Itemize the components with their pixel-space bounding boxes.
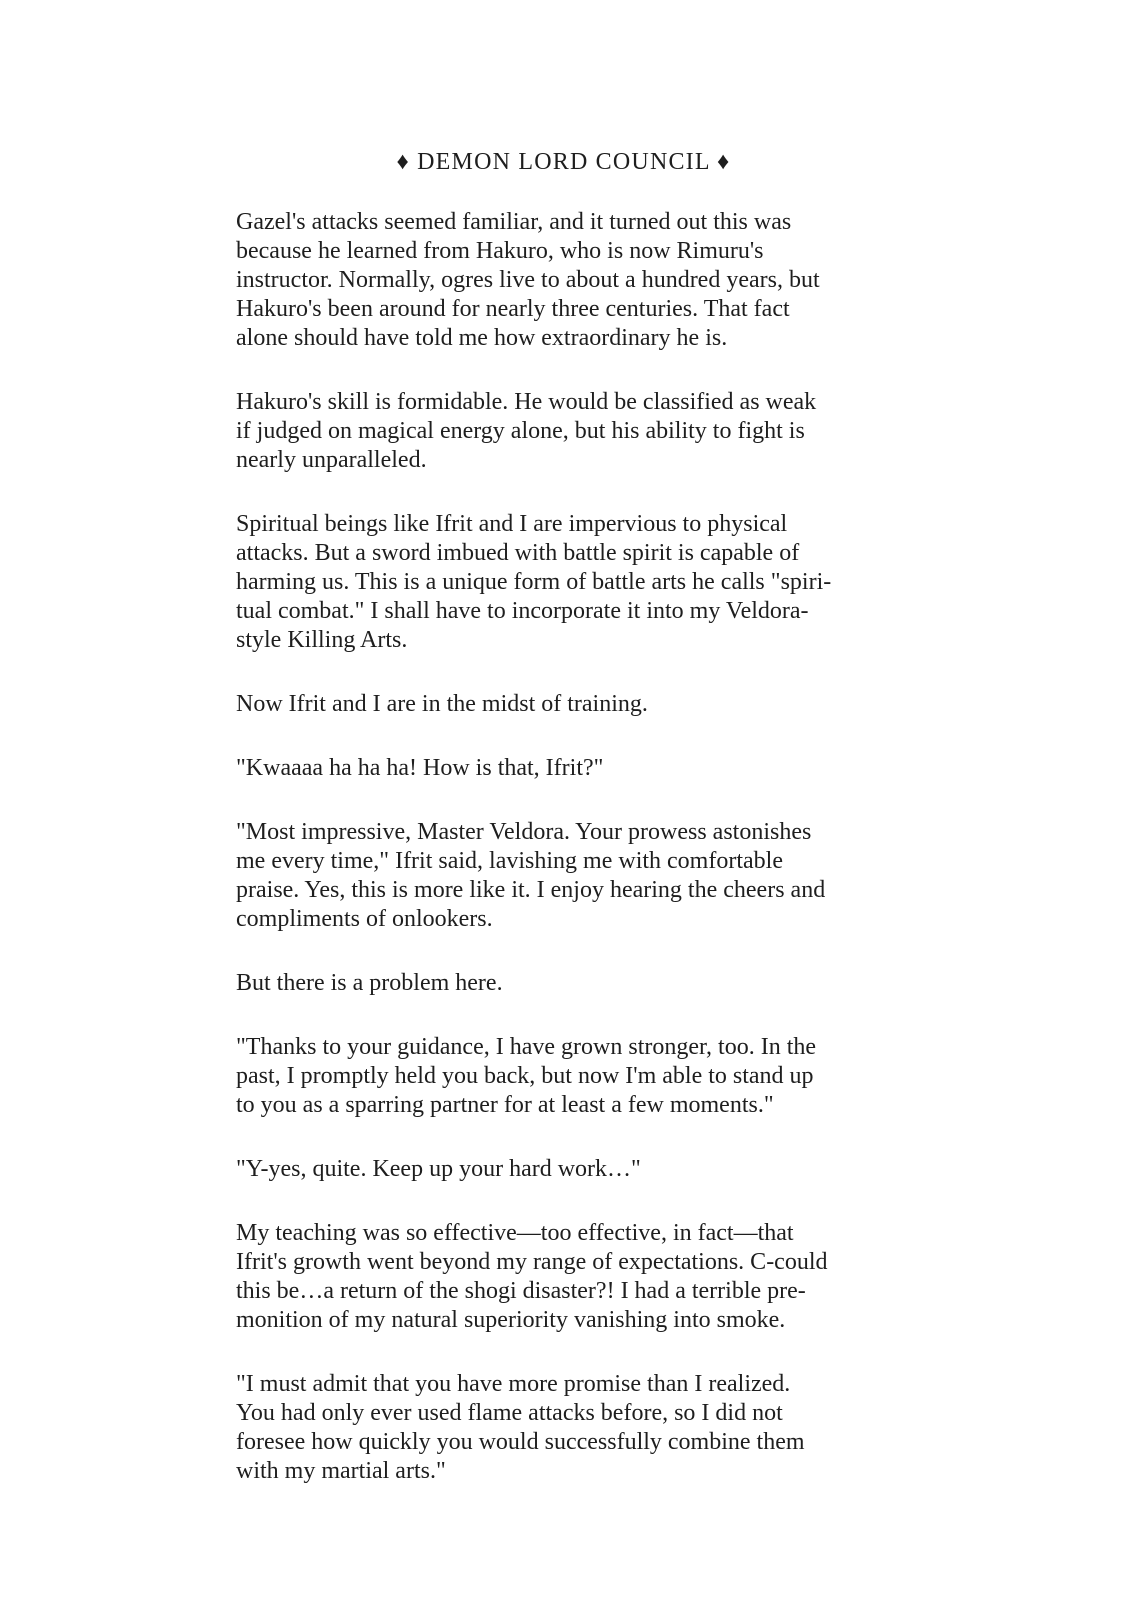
paragraph-line: to you as a sparring partner for at least a few moments." [236,1092,774,1118]
paragraph-line: compliments of onlookers. [236,906,493,932]
paragraph-line: with my martial arts." [236,1458,446,1484]
paragraph-line: alone should have told me how extraordinary he is. [236,325,728,351]
paragraph [236,1033,891,1120]
paragraph-line: if judged on magical energy alone, but his ability to fight is [236,418,805,444]
paragraph [236,1155,891,1184]
paragraph-line: Spiritual beings like Ifrit and I are impervious to physical [236,511,788,537]
paragraph-line: Hakuro's skill is formidable. He would be classified as weak [236,389,817,415]
paragraph-line: My teaching was so effective—too effective, in fact—that [236,1220,794,1246]
paragraph-line: "I must admit that you have more promise than I realized. [236,1371,791,1397]
text-column [236,148,891,1486]
paragraph-line: style Killing Arts. [236,627,408,653]
paragraph-line: Gazel's attacks seemed familiar, and it turned out this was [236,209,792,235]
paragraph-line: praise. Yes, this is more like it. I enjoy hearing the cheers and [236,877,826,903]
paragraph-line: instructor. Normally, ogres live to about a hundred years, but [236,267,820,293]
paragraph-line: nearly unparalleled. [236,447,427,473]
paragraph-line: "Thanks to your guidance, I have grown stronger, too. In the [236,1034,817,1060]
paragraph-line: this be…a return of the shogi disaster?! I had a terrible pre- [236,1278,806,1304]
paragraph-line: past, I promptly held you back, but now I'm able to stand up [236,1063,814,1089]
paragraph-line: attacks. But a sword imbued with battle spirit is capable of [236,540,800,566]
paragraph [236,969,891,998]
paragraph [236,208,891,353]
paragraph [236,818,891,934]
paragraph-line: "Kwaaaa ha ha ha! How is that, Ifrit?" [236,755,604,781]
paragraph-line: Hakuro's been around for nearly three centuries. That fact [236,296,790,322]
paragraph [236,388,891,475]
paragraph-line: me every time," Ifrit said, lavishing me with comfortable [236,848,783,874]
paragraph-line: monition of my natural superiority vanishing into smoke. [236,1307,786,1333]
page-title: ♦ DEMON LORD COUNCIL ♦ [396,149,731,175]
paragraph [236,510,891,655]
paragraph-line: "Y-yes, quite. Keep up your hard work…" [236,1156,641,1182]
paragraph-line: You had only ever used flame attacks before, so I did not [236,1400,783,1426]
paragraph [236,690,891,719]
paragraph-line: "Most impressive, Master Veldora. Your prowess astonishes [236,819,812,845]
page-text [236,208,891,1486]
paragraph-line: But there is a problem here. [236,970,503,996]
paragraph [236,754,891,783]
paragraph-line: harming us. This is a unique form of battle arts he calls "spiri- [236,569,832,595]
paragraph-line: Ifrit's growth went beyond my range of expectations. C-could [236,1249,828,1275]
paragraph-line: Now Ifrit and I are in the midst of training. [236,691,648,717]
paragraph [236,1370,891,1486]
paragraph-line: foresee how quickly you would successfully combine them [236,1429,805,1455]
paragraph-line: because he learned from Hakuro, who is now Rimuru's [236,238,764,264]
paragraph-line: tual combat." I shall have to incorporate it into my Veldora- [236,598,809,624]
paragraph [236,1219,891,1335]
